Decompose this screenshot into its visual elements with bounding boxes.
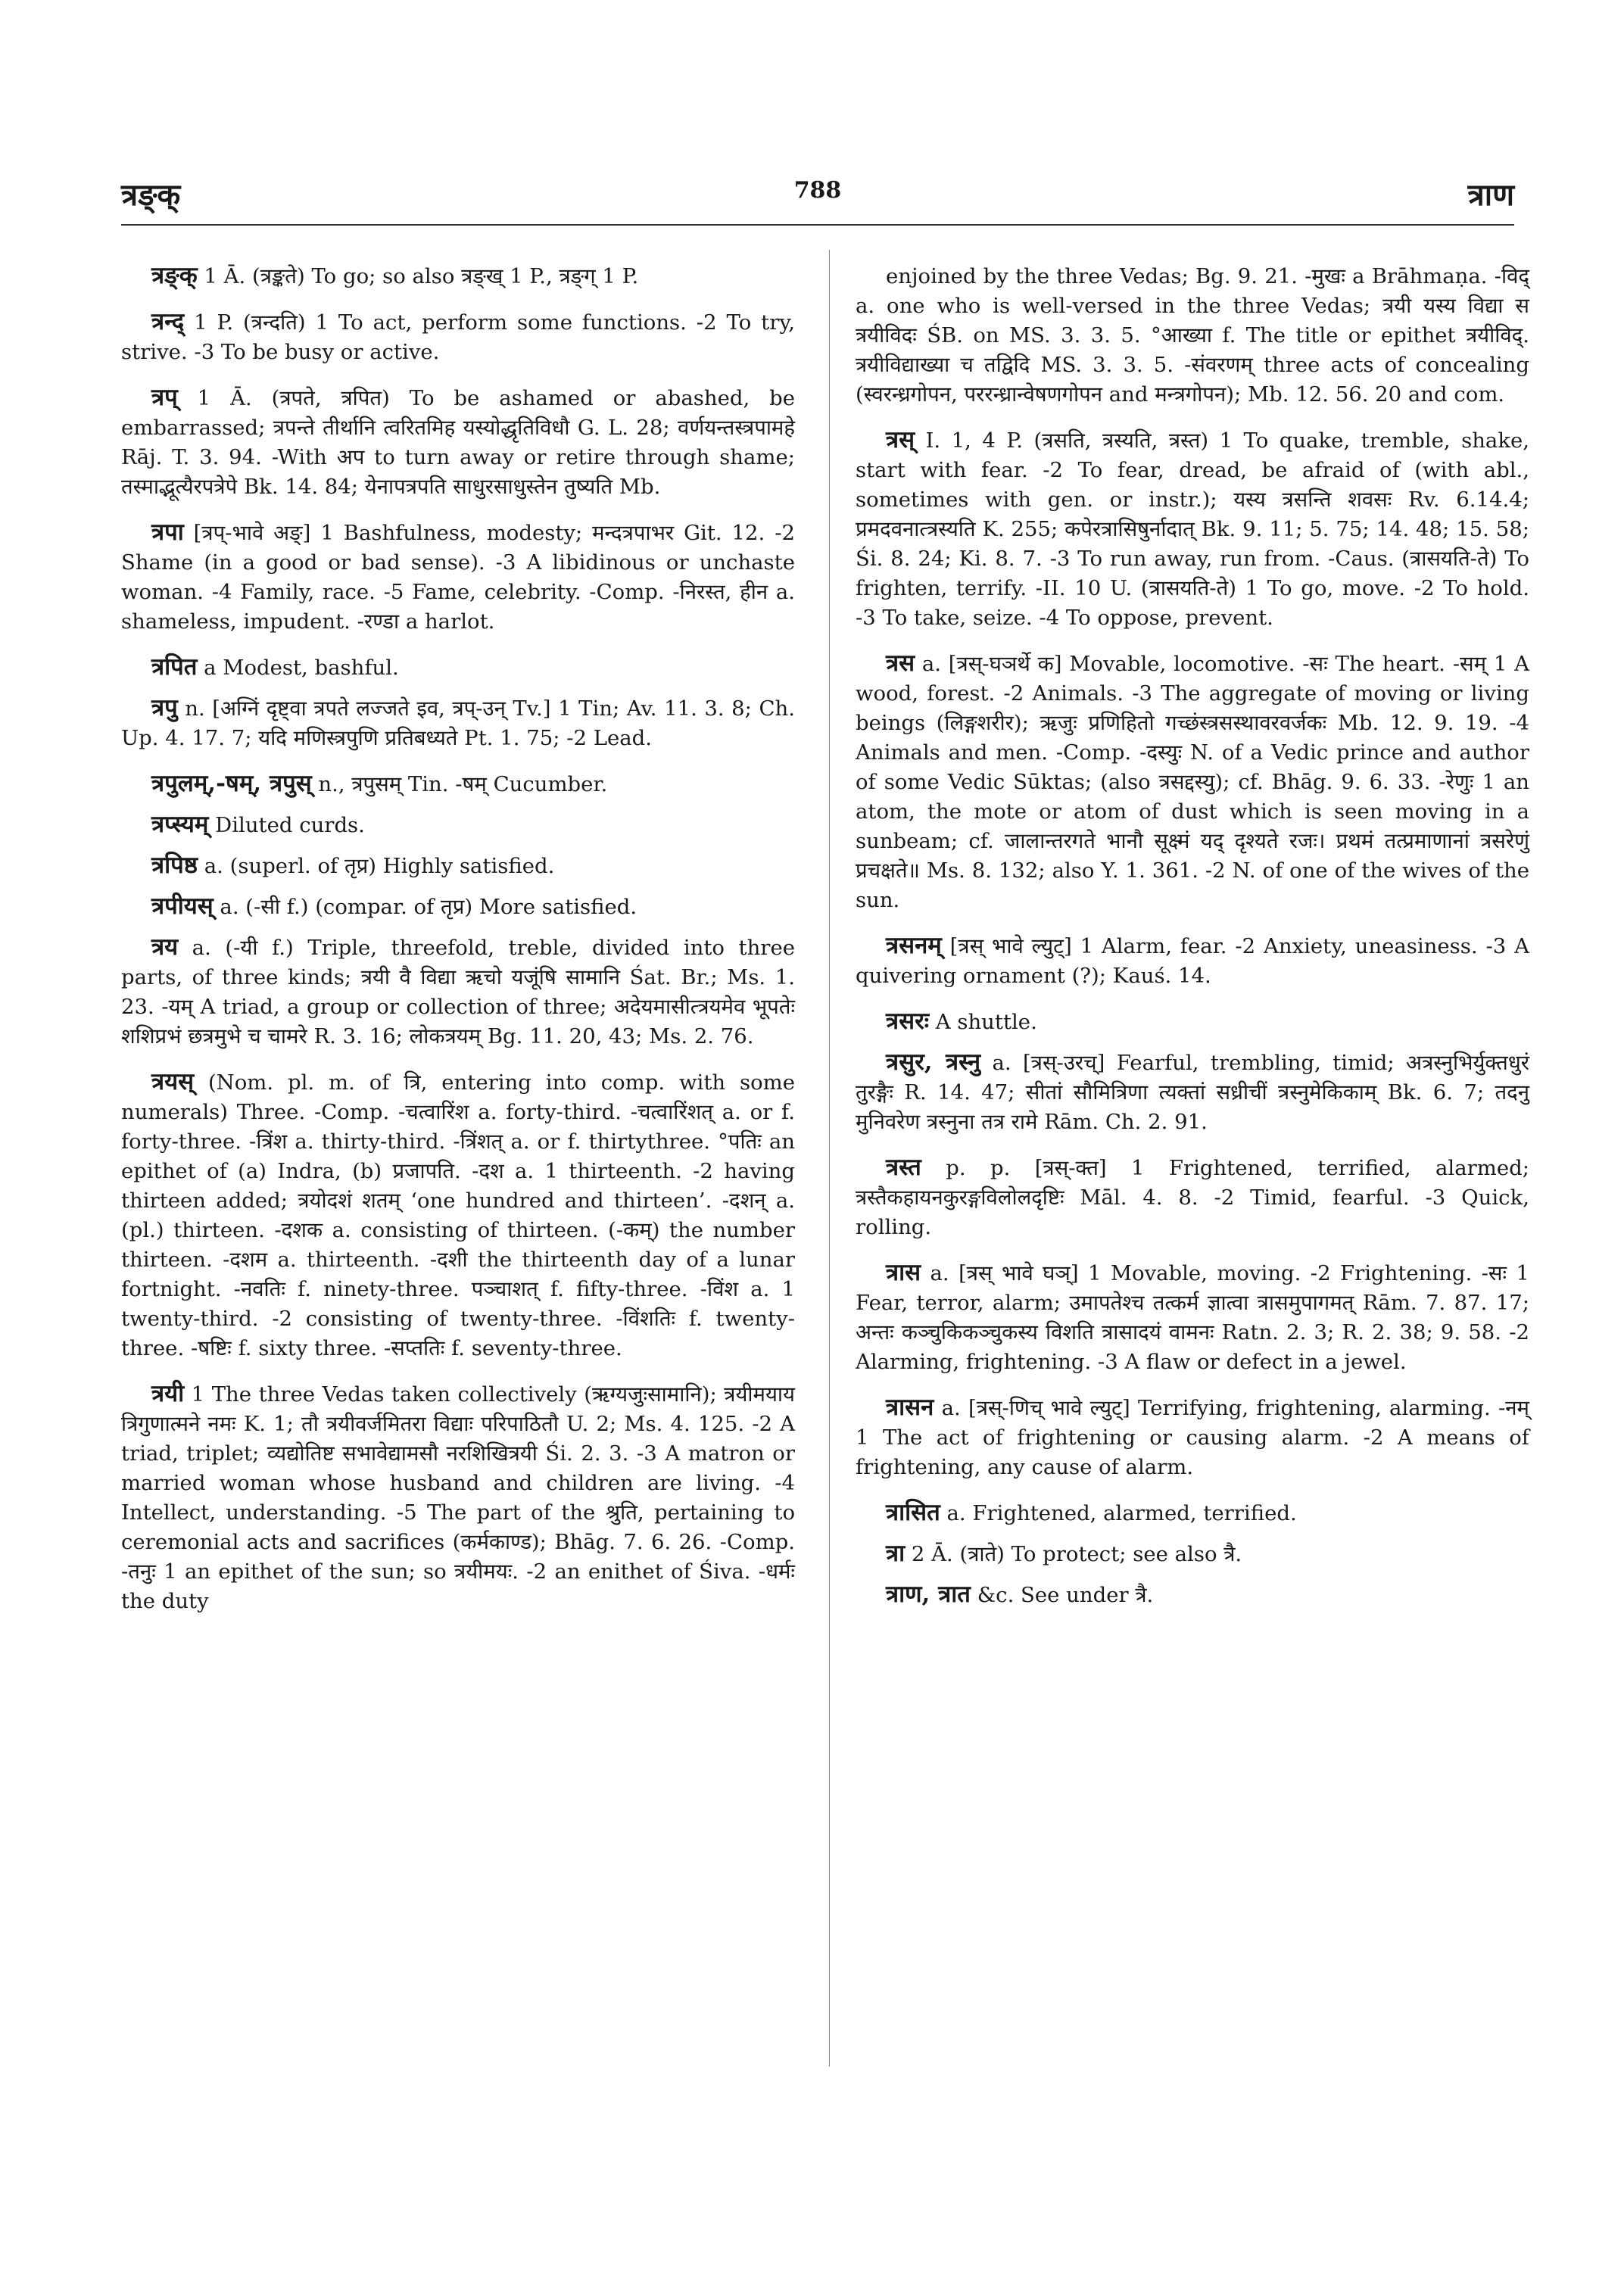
entry-text: 2 Ā. (त्राते) To protect; see also त्रै. — [905, 1542, 1242, 1566]
entry-headword: त्रयस् — [151, 1068, 195, 1095]
entry-headword: त्रपुलम्,-षम्, त्रपुस् — [151, 770, 312, 797]
dictionary-entry — [121, 892, 795, 922]
entry-headword: त्रप्स्यम् — [151, 811, 209, 838]
dictionary-entry — [121, 769, 795, 799]
entry-text: a. [त्रस्-उरच्] Fearful, trembling, timid; अत्रस्नुभिर्युक्तधुरं तुरङ्गैः R. 14. 47; सीतां सौमित्रिणा त्यक्तां सध्रीचीं त्रस्नुमेकिकाम् Bk. 6. 7; तदनु मुनिवरेण त्रस्नुना तत्र रामे Rām. Ch. 2. 91. — [856, 1051, 1529, 1134]
entry-text: &c. See under त्रै. — [970, 1583, 1154, 1607]
dictionary-entry — [856, 649, 1529, 915]
entry-headword: त्रपु — [151, 694, 178, 721]
column-divider — [829, 250, 830, 2067]
entry-text: 1 P. (त्रन्दति) 1 To act, perform some functions. -2 To try, strive. -3 To be busy or active. — [121, 310, 795, 364]
entry-text: enjoined by the three Vedas; Bg. 9. 21. -मुखः a Brāhmaṇa. -विद् a. one who is well-versed in the three Vedas; त्रयी यस्य विद्या स त्रयीविदः ŚB. on MS. 3. 3. 5. °आख्या f. The title or epithet त्रयीविद्. त्रयीविद्याख्या च तद्विदि MS. 3. 3. 5. -संवरणम् three acts of concealing (स्वरन्ध्रगोपन, पररन्ध्रान्वेषणगोपन and मन्त्रगोपन); Mb. 12. 56. 20 and com. — [856, 264, 1529, 407]
right-column — [856, 261, 1529, 1621]
entry-headword: त्रस — [886, 650, 915, 677]
entry-headword: त्रसरः — [886, 1008, 930, 1035]
entry-headword: त्रसुर, त्रस्नु — [886, 1048, 981, 1076]
dictionary-entry — [856, 1498, 1529, 1528]
dictionary-entry — [856, 1539, 1529, 1569]
entry-headword: त्रास — [886, 1259, 921, 1286]
entry-text: [त्रप्-भावे अङ्] 1 Bashfulness, modesty; मन्दत्रपाभर Git. 12. -2 Shame (in a good or bad sense). -3 A libidinous or unchaste woman. -4 Family, race. -5 Fame, celebrity. -Comp. -निरस्त, हीन a. shameless, impudent. -रण्डा a harlot. — [121, 521, 795, 634]
entry-text: Diluted curds. — [208, 813, 365, 837]
dictionary-entry — [856, 1580, 1529, 1610]
entry-headword: त्रा — [886, 1540, 906, 1567]
dictionary-entry — [856, 1007, 1529, 1037]
entry-headword: त्रपा — [151, 519, 184, 546]
entry-text: a Modest, bashful. — [197, 656, 399, 680]
dictionary-entry — [121, 810, 795, 840]
entry-text: I. 1, 4 P. (त्रसति, त्रस्यति, त्रस्त) 1 To quake, tremble, shake, start with fear. -2 To fear, dread, be afraid of (with abl., sometimes with gen. or instr.); यस्य त्रसन्ति शवसः Rv. 6.14.4; प्रमदवनात्त्रस्यति K. 255; कपेरत्रासिषुर्नादात् Bk. 9. 11; 5. 75; 14. 48; 15. 58; Śi. 8. 24; Ki. 8. 7. -3 To run away, run from. -Caus. (त्रासयति-ते) To frighten, terrify. -II. 10 U. (त्रासयति-ते) 1 To go, move. -2 To hold. -3 To take, seize. -4 To oppose, prevent. — [856, 428, 1529, 630]
dictionary-entry — [856, 1258, 1529, 1377]
dictionary-entry — [856, 931, 1529, 991]
entry-headword: त्राण, त्रात — [886, 1581, 971, 1608]
dictionary-entry — [121, 653, 795, 683]
entry-headword: त्रासित — [886, 1499, 940, 1526]
entry-text: [त्रस् भावे ल्युट्] 1 Alarm, fear. -2 Anxiety, uneasiness. -3 A quivering ornament (?); Kauś. 14. — [856, 934, 1529, 988]
entry-headword: त्रसनम् — [886, 932, 942, 959]
dictionary-entry — [121, 307, 795, 367]
dictionary-entry — [121, 851, 795, 881]
entry-text: n. [अग्निं दृष्ट्वा त्रपते लज्जते इव, त्रप्-उन् Tv.] 1 Tin; Av. 11. 3. 8; Ch. Up. 4. 17. 7; यदि मणिस्त्रपुणि प्रतिबध्यते Pt. 1. 75; -2 Lead. — [121, 696, 795, 750]
entry-text: 1 The three Vedas taken collectively (ऋग्यजुःसामानि); त्रयीमयाय त्रिगुणात्मने नमः K. 1; तौ त्रयीवर्जमितरा विद्याः परिपाठितौ U. 2; Ms. 4. 125. -2 A triad, triplet; व्यद्योतिष्ट सभावेद्यामसौ नरशिखित्रयी Śi. 2. 3. -3 A matron or married woman whose husband and children are living. -4 Intellect, understanding. -5 The part of the श्रुति, pertaining to ceremonial acts and sacrifices (कर्मकाण्ड); Bhāg. 7. 6. 26. -Comp. -तनुः 1 an epithet of the sun; so त्रयीमयः. -2 an enithet of Śiva. -धर्मः the duty — [121, 1382, 795, 1613]
dictionary-entry — [121, 518, 795, 637]
dictionary-entry — [121, 933, 795, 1051]
dictionary-entry — [856, 261, 1529, 410]
entry-headword: त्रप् — [151, 384, 178, 411]
page-number: 788 — [793, 177, 842, 204]
dictionary-entry — [856, 1393, 1529, 1482]
entry-text: a. (-सी f.) (compar. of तृप्र) More satisfied. — [213, 895, 637, 919]
left-column — [121, 261, 795, 1632]
entry-text: a. [त्रस्-णिच् भावे ल्युट्] Terrifying, frightening, alarming. -नम् 1 The act of frightening or causing alarm. -2 A means of frightening, any cause of alarm. — [856, 1396, 1529, 1479]
entry-headword: त्रन्द् — [151, 308, 185, 335]
left-running-headword: त्रङ्क् — [121, 177, 181, 213]
entry-headword: त्रासन — [886, 1394, 934, 1421]
dictionary-entry — [121, 1379, 795, 1616]
entry-headword: त्रस्त — [886, 1154, 921, 1181]
entry-headword: त्रय — [151, 933, 179, 961]
entry-text: (Nom. pl. m. of त्रि, entering into comp. with some numerals) Three. -Comp. -चत्वारिंश a. forty-third. -चत्वारिंशत् a. or f. forty-three. -त्रिंश a. thirty-third. -त्रिंशत् a. or f. thirtythree. °पतिः an epithet of (a) Indra, (b) प्रजापति. -दश a. 1 thirteenth. -2 having thirteen added; त्रयोदशं शतम् ‘one hundred and thirteen’. -दशन् a. (pl.) thirteen. -दशक a. consisting of thirteen. (-कम्) the number thirteen. -दशम a. thirteenth. -दशी the thirteenth day of a lunar fortnight. -नवतिः f. ninety-three. पञ्चाशत् f. fifty-three. -विंश a. 1 twenty-third. -2 consisting of twenty-three. -विंशतिः f. twenty-three. -षष्टिः f. sixty three. -सप्ततिः f. seventy-three. — [121, 1070, 795, 1360]
dictionary-entry — [121, 383, 795, 502]
entry-text: a. (superl. of तृप्र) Highly satisfied. — [198, 854, 555, 878]
entry-text: p. p. [त्रस्-क्त] 1 Frightened, terrified, alarmed; त्रस्तैकहायनकुरङ्गविलोलदृष्टिः Māl. 4. 8. -2 Timid, fearful. -3 Quick, rolling. — [856, 1156, 1529, 1239]
dictionary-entry — [121, 693, 795, 753]
entry-headword: त्रयी — [151, 1380, 185, 1407]
entry-headword: त्रपिष्ठ — [151, 852, 198, 879]
entry-text: a. [त्रस् भावे घञ्] 1 Movable, moving. -2 Frightening. -सः 1 Fear, terror, alarm; उमापतेश्च तत्कर्म ज्ञात्वा त्रासमुपागमत् Rām. 7. 87. 17; अन्तः कञ्चुकिकञ्चुकस्य विशति त्रासादयं वामनः Ratn. 2. 3; R. 2. 38; 9. 58. -2 Alarming, frightening. -3 A flaw or defect in a jewel. — [856, 1261, 1529, 1374]
header-rule — [121, 224, 1514, 226]
entry-headword: त्रङ्क् — [151, 262, 198, 289]
entry-headword: त्रपित — [151, 653, 198, 681]
dictionary-entry — [856, 425, 1529, 633]
entry-text: A shuttle. — [929, 1010, 1037, 1034]
dictionary-entry — [856, 1048, 1529, 1137]
entry-text: a. Frightened, alarmed, terrified. — [940, 1501, 1297, 1525]
entry-text: n., त्रपुसम् Tin. -षम् Cucumber. — [311, 772, 608, 796]
dictionary-entry — [856, 1153, 1529, 1242]
entry-headword: त्रपीयस् — [151, 893, 214, 920]
entry-text: 1 Ā. (त्रङ्कते) To go; so also त्रङ्ख् 1 P., त्रङ्ग् 1 P. — [197, 264, 639, 288]
entry-text: a. (-यी f.) Triple, threefold, treble, divided into three parts, of three kinds; त्रयी वै विद्या ऋचो यजूंषि सामानि Śat. Br.; Ms. 1. 23. -यम् A triad, a group or collection of three; अदेयमासीत्त्रयमेव भूपतेः शशिप्रभं छत्रमुभे च चामरे R. 3. 16; लोकत्रयम् Bg. 11. 20, 43; Ms. 2. 76. — [121, 936, 795, 1048]
right-running-headword: त्राण — [1467, 177, 1514, 213]
page-header — [121, 173, 1514, 220]
dictionary-entry — [121, 1067, 795, 1363]
entry-headword: त्रस् — [886, 426, 915, 453]
entry-text: 1 Ā. (त्रपते, त्रपित) To be ashamed or abashed, be embarrassed; त्रपन्ते तीर्थानि त्वरितमिह यस्योद्धृतिविधौ G. L. 28; वर्णयन्तस्त्रपामहे Rāj. T. 3. 94. -With अप to turn away or retire through shame; तस्माद्भूत्यैरपत्रेपे Bk. 14. 84; येनापत्रपति साधुरसाधुस्तेन तुष्यति Mb. — [121, 386, 795, 499]
dictionary-entry — [121, 261, 795, 291]
entry-text: a. [त्रस्-घञर्थे क] Movable, locomotive. -सः The heart. -सम् 1 A wood, forest. -2 Animals. -3 The aggregate of moving or living beings (लिङ्गशरीर); ऋजुः प्रणिहितो गच्छंस्त्रसस्थावरवर्जकः Mb. 12. 9. 19. -4 Animals and men. -Comp. -दस्युः N. of a Vedic prince and author of some Vedic Sūktas; (also त्रसद्दस्यु); cf. Bhāg. 9. 6. 33. -रेणुः 1 an atom, the mote or atom of dust which is seen moving in a sunbeam; cf. जालान्तरगते भानौ सूक्ष्मं यद् दृश्यते रजः। प्रथमं तत्प्रमाणानां त्रसरेणुं प्रचक्षते॥ Ms. 8. 132; also Y. 1. 361. -2 N. of one of the wives of the sun. — [856, 652, 1529, 912]
